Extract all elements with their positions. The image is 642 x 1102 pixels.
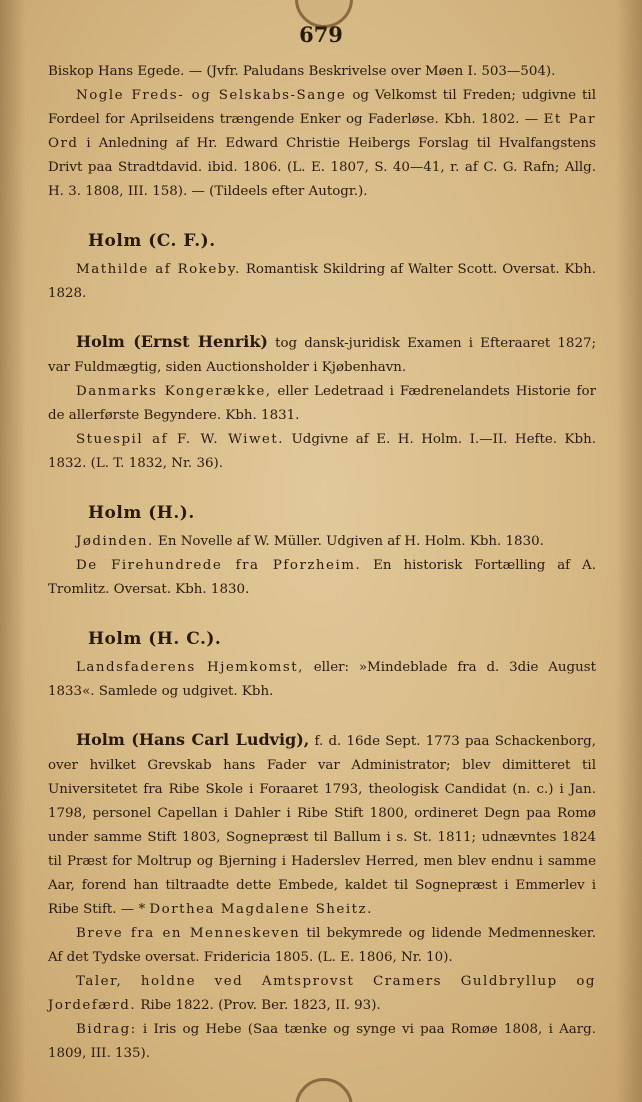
- work-details: eller Ledetraad i Fædrenelandets Historie for de allerførste Begyndere. Kbh. 1831.: [48, 384, 596, 423]
- page-edge-shadow-right: [616, 0, 642, 1102]
- work-details: eller: »Mindeblade fra d. 3die August 1833«. Samlede og udgivet. Kbh.: [48, 660, 597, 699]
- work-title: Et Par Ord: [48, 112, 596, 151]
- page-edge-shadow-left: [0, 0, 26, 1102]
- intro-paragraph-2: [48, 84, 596, 204]
- work-title: Nogle Freds- og Selskabs-Sange: [76, 88, 347, 103]
- work-paragraph: [48, 428, 596, 476]
- entry-holm-hans-carl-ludvig: [48, 728, 596, 1066]
- entry-heading: Holm (H. C.).: [88, 629, 222, 649]
- work-title: Stuespil af F. W. Wiwet.: [76, 432, 284, 447]
- work-paragraph: [48, 1018, 596, 1066]
- work-details: og Velkomst til Freden; udgivne til Fordeel for Aprilseidens trængende Enker og Faderløse. Kbh. 1802. —: [48, 88, 596, 127]
- page-number: 679: [299, 22, 343, 47]
- work-paragraph: [48, 554, 596, 602]
- work-title: Landsfaderens Hjemkomst,: [76, 660, 304, 675]
- entry-heading: Holm (Ernst Henrik): [76, 332, 268, 351]
- work-details: i Anledning af Hr. Edward Christie Heibergs Forslag til Hvalfangstens Drivt paa Stradtdavid. ibid. 1806. (L. E. 1807, S. 40—41, r. af C. G. Rafn; Allg. H. 3. 1808, III. 158). — (Tildeels efter Autogr.).: [48, 136, 596, 199]
- work-title: Breve fra en Menneskeven: [76, 926, 301, 941]
- work-details: En Novelle af W. Müller. Udgiven af H. Holm. Kbh. 1830.: [153, 534, 544, 549]
- entry-heading: Holm (H.).: [88, 503, 195, 523]
- work-details: i Iris og Hebe (Saa tænke og synge vi paa Romøe 1808, i Aarg. 1809, III. 135).: [48, 1022, 596, 1061]
- work-paragraph: [48, 922, 596, 970]
- work-paragraph: [48, 258, 596, 306]
- binding-hole-bottom: [295, 1078, 353, 1102]
- entry-holm-ernst-henrik: [48, 330, 596, 476]
- work-paragraph: [48, 970, 596, 1018]
- work-paragraph: [48, 380, 596, 428]
- spouse-name: Dorthea Magdalene Sheitz.: [149, 902, 373, 917]
- work-title: De Firehundrede fra Pforzheim.: [76, 558, 362, 573]
- page-content: [48, 60, 596, 1066]
- work-title: Mathilde af Rokeby.: [76, 262, 241, 277]
- intro-paragraph-1: Biskop Hans Egede. — (Jvfr. Paludans Beskrivelse over Møen I. 503—504).: [48, 64, 556, 79]
- work-details: Ribe 1822. (Prov. Ber. 1823, II. 93).: [136, 998, 381, 1013]
- work-title: Danmarks Kongerække,: [76, 384, 272, 399]
- work-title: Jødinden.: [76, 534, 154, 549]
- work-details: Udgivne af E. H. Holm. I.—II. Hefte. Kbh. 1832. (L. T. 1832, Nr. 36).: [48, 432, 596, 471]
- entry-holm-hc: [48, 626, 596, 704]
- entry-heading: Holm (Hans Carl Ludvig),: [76, 730, 310, 749]
- work-paragraph: [48, 530, 596, 554]
- entry-heading: Holm (C. F.).: [88, 231, 216, 251]
- entry-holm-cf: [48, 228, 596, 306]
- work-details: Romantisk Skildring af Walter Scott. Oversat. Kbh. 1828.: [48, 262, 596, 301]
- entry-holm-h: [48, 500, 596, 602]
- work-details: til bekymrede og lidende Medmennesker. Af det Tydske oversat. Fridericia 1805. (L. E. 1806, Nr. 10).: [48, 926, 596, 965]
- biography-text: f. d. 16de Sept. 1773 paa Schackenborg, over hvilket Grevskab hans Fader var Administrator; blev dimitteret til Universitetet fra Ribe Skole i Foraaret 1793, theologisk Candidat (n. c.) i Jan. 1798, personel Capellan i Dahler i Ribe Stift 1800, ordineret Degn paa Romø under samme Stift 1803, Sognepræst til Ballum i s. St. 1811; udnævntes 1824 til Præst for Moltrup og Bjerning i Haderslev Herred, men blev endnu i samme Aar, forend han tiltraadte dette Embede, kaldet til Sognepræst i Emmerlev i Ribe Stift. — *: [48, 734, 596, 917]
- work-title: Bidrag:: [76, 1022, 137, 1037]
- biography-text: tog dansk-juridisk Examen i Efteraaret 1827; var Fuldmægtig, siden Auctionsholder i Kjøbenhavn.: [48, 336, 596, 375]
- biography-paragraph: [48, 330, 596, 380]
- biography-paragraph: [48, 728, 596, 922]
- work-title: Taler, holdne ved Amtsprovst Cramers Guldbryllup og Jordefærd.: [48, 974, 596, 1013]
- work-details: En historisk Fortælling af A. Tromlitz. Oversat. Kbh. 1830.: [48, 558, 596, 597]
- work-paragraph: [48, 656, 596, 704]
